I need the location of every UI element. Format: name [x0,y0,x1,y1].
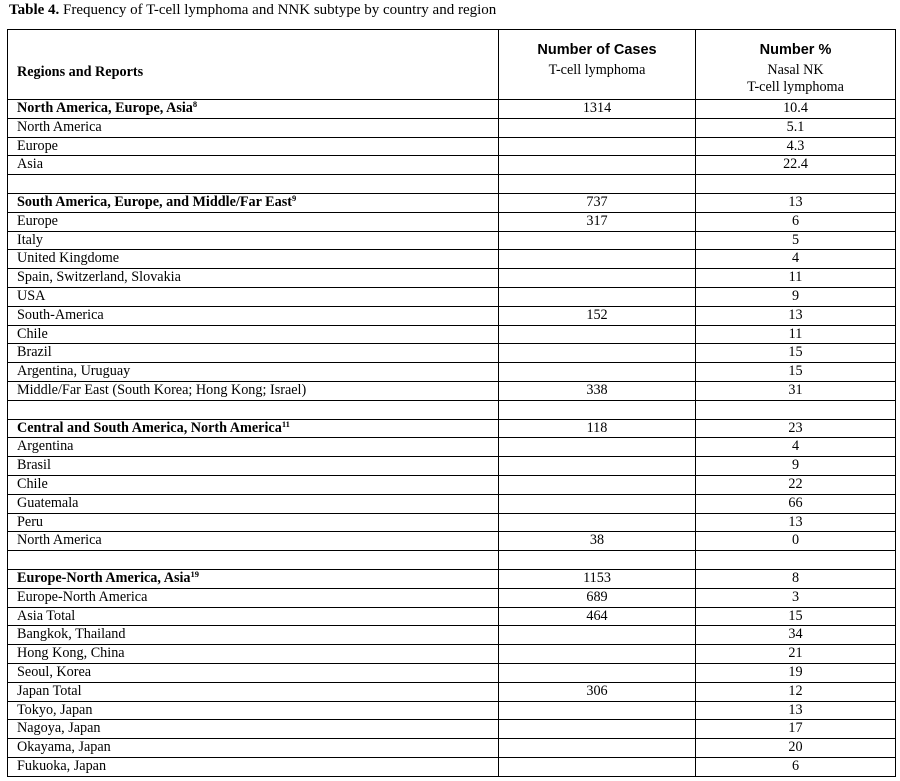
percent-cell: 22 [696,475,896,494]
percent-cell: 10.4 [696,100,896,119]
region-cell [8,287,499,306]
region-label: Bangkok, Thailand [17,626,126,643]
header-col1-top [8,30,499,63]
percent-cell: 5 [696,231,896,250]
region-label: Seoul, Korea [17,663,92,680]
table-row [8,720,896,739]
header-number-of-cases: Number of Cases [499,30,696,63]
table-row [8,739,896,758]
table-row [8,137,896,156]
percent-cell: 9 [696,457,896,476]
spacer-cell [696,400,896,419]
cases-cell [499,513,696,532]
cases-cell [499,137,696,156]
region-cell [8,325,499,344]
region-label: United Kingdome [17,250,120,267]
region-label: Europe [17,212,58,229]
table-row [8,344,896,363]
table-row [8,607,896,626]
percent-cell: 4 [696,250,896,269]
region-label: Asia Total [17,607,76,624]
percent-cell: 15 [696,344,896,363]
region-cell [8,306,499,325]
cases-cell: 152 [499,306,696,325]
region-cell [8,645,499,664]
percent-cell: 17 [696,720,896,739]
region-cell [8,193,499,212]
region-label: Hong Kong, China [17,645,125,662]
region-cell [8,569,499,588]
percent-cell: 31 [696,381,896,400]
table-group-row [8,100,896,119]
reference-superscript: 11 [281,419,290,429]
cases-cell [499,494,696,513]
table-row [8,212,896,231]
percent-cell: 19 [696,663,896,682]
table-header-row [8,30,896,63]
region-cell [8,118,499,137]
percent-cell: 66 [696,494,896,513]
spacer-cell [499,400,696,419]
cases-cell [499,720,696,739]
header-t-cell-lymphoma: T-cell lymphoma [499,62,696,100]
header-regions-and-reports: Regions and Reports [8,62,499,100]
percent-cell: 22.4 [696,156,896,175]
region-label: Japan Total [17,682,82,699]
region-cell [8,269,499,288]
table-group-row [8,419,896,438]
region-cell [8,100,499,119]
spacer-cell [696,175,896,194]
region-cell [8,701,499,720]
region-label: Italy [17,231,43,248]
cases-cell [499,269,696,288]
table-row [8,381,896,400]
cases-cell: 689 [499,588,696,607]
region-cell [8,626,499,645]
region-label: Peru [17,513,44,530]
region-label: Central and South America, North America [17,419,282,436]
cases-cell [499,325,696,344]
region-label: Fukuoka, Japan [17,757,107,774]
cases-cell [499,626,696,645]
percent-cell: 11 [696,269,896,288]
cases-cell [499,457,696,476]
region-label: Spain, Switzerland, Slovakia [17,269,181,286]
header-number-percent: Number % [696,30,896,63]
table-caption [9,1,496,19]
region-cell [8,475,499,494]
region-cell [8,682,499,701]
table-subheader-row [8,62,896,100]
percent-cell: 11 [696,325,896,344]
table-row [8,438,896,457]
table-row [8,325,896,344]
cases-cell: 737 [499,193,696,212]
percent-cell: 13 [696,513,896,532]
region-cell [8,231,499,250]
table-row [8,231,896,250]
cases-cell [499,645,696,664]
table-row [8,513,896,532]
region-label: South America, Europe, and Middle/Far East [17,193,292,210]
percent-cell: 13 [696,306,896,325]
region-cell [8,250,499,269]
cases-cell: 317 [499,212,696,231]
percent-cell: 21 [696,645,896,664]
region-label: USA [17,287,46,304]
region-label: Chile [17,475,48,492]
percent-cell: 4.3 [696,137,896,156]
percent-cell: 6 [696,212,896,231]
region-cell [8,720,499,739]
region-label: North America [17,532,102,549]
percent-cell: 5.1 [696,118,896,137]
table-spacer-row [8,400,896,419]
cases-cell: 118 [499,419,696,438]
table-row [8,757,896,776]
spacer-cell [8,175,499,194]
table-row [8,588,896,607]
table-row [8,494,896,513]
table-caption-text: Frequency of T-cell lymphoma and NNK subtype by country and region [59,2,497,18]
cases-cell [499,757,696,776]
percent-cell: 20 [696,739,896,758]
region-label: Europe-North America, Asia [17,569,191,586]
region-label: Guatemala [17,494,79,511]
percent-cell: 15 [696,607,896,626]
region-label: Brasil [17,457,51,474]
table-row [8,118,896,137]
cases-cell [499,287,696,306]
cases-cell [499,701,696,720]
table-row [8,306,896,325]
region-cell [8,419,499,438]
table-row [8,663,896,682]
region-label: Chile [17,325,48,342]
table-row [8,457,896,476]
table-row [8,645,896,664]
cases-cell: 464 [499,607,696,626]
region-cell [8,757,499,776]
cases-cell [499,663,696,682]
spacer-cell [499,175,696,194]
region-label: South-America [17,306,104,323]
region-cell [8,344,499,363]
table-row [8,250,896,269]
percent-cell: 9 [696,287,896,306]
region-cell [8,532,499,551]
table-row [8,363,896,382]
cases-cell [499,250,696,269]
region-label: Argentina, Uruguay [17,363,131,380]
region-cell [8,457,499,476]
cases-cell [499,739,696,758]
table-group-row [8,569,896,588]
percent-cell: 6 [696,757,896,776]
table-row [8,701,896,720]
cases-cell: 1314 [499,100,696,119]
region-label: Argentina [17,438,74,455]
frequency-table [7,29,896,777]
region-cell [8,739,499,758]
cases-cell [499,156,696,175]
spacer-cell [499,551,696,570]
region-label: Tokyo, Japan [17,701,93,718]
table-row [8,682,896,701]
cases-cell [499,475,696,494]
cases-cell [499,118,696,137]
region-cell [8,438,499,457]
reference-superscript: 8 [192,99,198,109]
percent-cell: 8 [696,569,896,588]
table-row [8,532,896,551]
cases-cell [499,344,696,363]
region-cell [8,607,499,626]
table-row [8,475,896,494]
table-row [8,156,896,175]
reference-superscript: 19 [190,569,200,579]
region-label: Europe [17,137,58,154]
cases-cell [499,363,696,382]
header-nasal-nk [696,62,896,100]
cases-cell [499,231,696,250]
region-cell [8,363,499,382]
cases-cell: 1153 [499,569,696,588]
region-cell [8,212,499,231]
spacer-cell [8,551,499,570]
region-label: Asia [17,156,44,173]
region-label: North America [17,118,102,135]
percent-cell: 12 [696,682,896,701]
region-label: Europe-North America [17,588,148,605]
percent-cell: 13 [696,701,896,720]
cases-cell: 38 [499,532,696,551]
spacer-cell [8,400,499,419]
table-spacer-row [8,551,896,570]
region-cell [8,381,499,400]
percent-cell: 15 [696,363,896,382]
region-cell [8,137,499,156]
percent-cell: 23 [696,419,896,438]
region-cell [8,588,499,607]
spacer-cell [696,551,896,570]
region-label: Nagoya, Japan [17,720,101,737]
table-group-row [8,193,896,212]
region-cell [8,156,499,175]
region-label: North America, Europe, Asia [17,100,193,116]
table-row [8,269,896,288]
percent-cell: 34 [696,626,896,645]
header-nasal-nk-line2: T-cell lymphoma [747,78,844,95]
table-caption-label: Table 4. [9,2,60,18]
header-nasal-nk-line1: Nasal NK [767,62,824,78]
percent-cell: 13 [696,193,896,212]
table-body [8,30,896,777]
percent-cell: 4 [696,438,896,457]
region-label: Brazil [17,344,52,361]
cases-cell: 306 [499,682,696,701]
region-cell [8,494,499,513]
cases-cell: 338 [499,381,696,400]
table-spacer-row [8,175,896,194]
region-cell [8,663,499,682]
region-label: Middle/Far East (South Korea; Hong Kong; Israel) [17,381,307,398]
reference-superscript: 9 [291,193,297,203]
region-cell [8,513,499,532]
region-label: Okayama, Japan [17,739,111,756]
percent-cell: 0 [696,532,896,551]
percent-cell: 3 [696,588,896,607]
table-row [8,626,896,645]
cases-cell [499,438,696,457]
table-row [8,287,896,306]
